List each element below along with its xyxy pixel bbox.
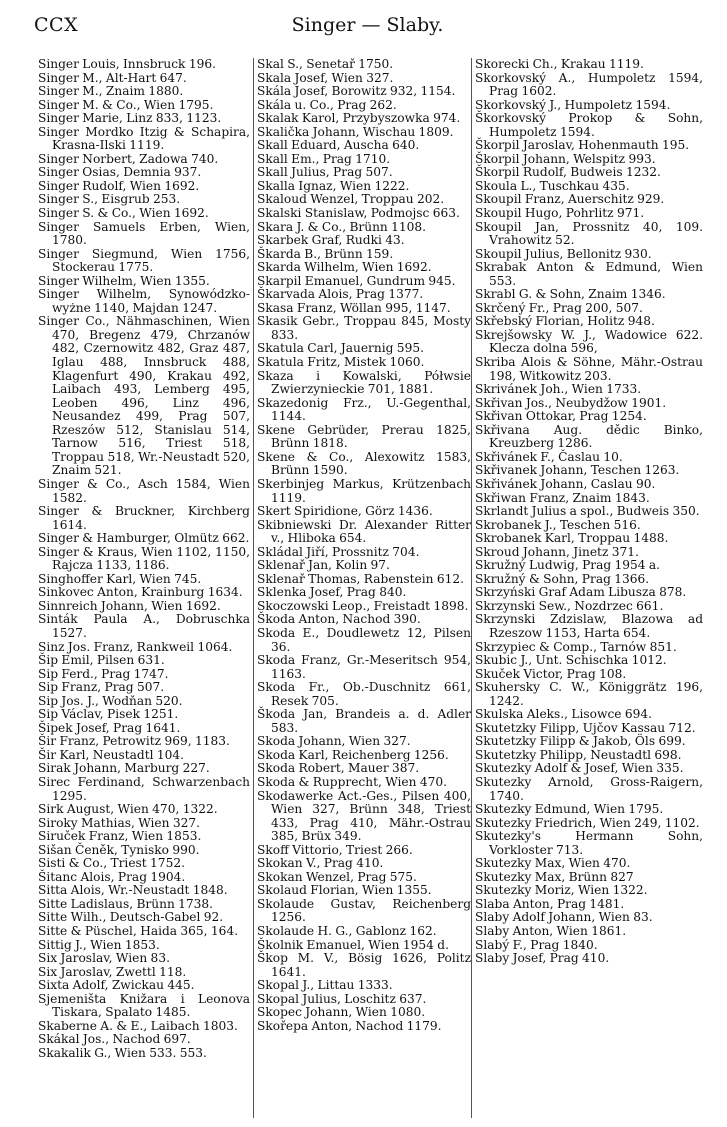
column-3 <box>471 58 703 1118</box>
directory-entry: Skoupil Julius, Bellonitz 930. <box>475 246 652 261</box>
directory-entry: Sjemeništa Knižara i Leonova Tiskara, Spalato 1485. <box>38 991 250 1020</box>
directory-entry: Škarvada Alois, Prag 1377. <box>257 287 424 302</box>
directory-entry: Skutezky Edmund, Wien 1795. <box>475 802 664 817</box>
directory-entry: Skoupil Franz, Auerschitz 929. <box>475 192 665 207</box>
directory-entry: Slabý F., Prag 1840. <box>475 937 598 952</box>
directory-entry: Skuhersky C. W., Königgrätz 196, 1242. <box>475 680 703 708</box>
directory-entry: Skopec Johann, Wien 1080. <box>257 1005 426 1020</box>
directory-entry: Skrlandt Julius a spol., Budweis 350. <box>475 504 700 519</box>
directory-entry: Sip Jos. J., Wodňan 520. <box>38 693 183 708</box>
directory-entry: Slaba Anton, Prag 1481. <box>475 896 625 911</box>
directory-entry: Škorpil Johann, Welspitz 993. <box>475 151 656 166</box>
directory-entry: Sitte & Püschel, Haida 365, 164. <box>38 924 239 938</box>
directory-entry: Sklenař Thomas, Rabenstein 612. <box>257 571 465 586</box>
directory-entry: Skutetzky Filipp, Ujčov Kassau 712. <box>475 720 696 735</box>
directory-entry: Skall Em., Prag 1710. <box>257 151 391 166</box>
directory-entry: Singer Wilhelm, Synowódzko-wyżne 1140, Majdan 1247. <box>38 287 250 315</box>
directory-entry: Skrčený Fr., Prag 200, 507. <box>475 300 643 315</box>
directory-entry: Singer M. & Co., Wien 1795. <box>38 97 214 112</box>
directory-entry: Sirak Johann, Marburg 227. <box>38 761 210 776</box>
directory-entry: Singer & Kraus, Wien 1102, 1150, Rajcza 1133, 1186. <box>38 544 250 573</box>
directory-entry: Skaberne A. & E., Laibach 1803. <box>38 1018 238 1033</box>
directory-entry: Skene Gebrüder, Prerau 1825, Brünn 1818. <box>257 422 471 451</box>
directory-entry: Skoda Robert, Mauer 387. <box>257 761 420 776</box>
directory-entry: Skolaud Florian, Wien 1355. <box>257 883 432 898</box>
directory-entry: Six Jaroslav, Wien 83. <box>38 951 170 966</box>
directory-entry: Sirk August, Wien 470, 1322. <box>38 802 218 817</box>
directory-entry: Skutezky Max, Brünn 827 <box>475 869 634 884</box>
directory-entry: Skaza i Kowalski, Półwsie Zwierzynieckie 701, 1881. <box>257 368 471 397</box>
directory-entry: Skrzynski Sew., Nozdrzec 661. <box>475 598 664 613</box>
directory-entry: Skasa Franz, Wöllan 995, 1147. <box>257 300 451 315</box>
directory-entry: Skřivan Ottokar, Prag 1254. <box>475 409 647 424</box>
directory-entry: Singer S. & Co., Wien 1692. <box>38 206 209 221</box>
directory-entry: Skalak Karol, Przybyszowka 974. <box>257 111 461 126</box>
directory-entry: Skoda Franz, Gr.-Meseritsch 954, 1163. <box>257 653 471 681</box>
directory-entry: Skřivana Aug. dědic Binko, Kreuzberg 1286. <box>475 422 703 451</box>
directory-entry: Skala Josef, Wien 327. <box>257 70 394 85</box>
directory-entry: Six Jaroslav, Zwettl 118. <box>38 964 187 979</box>
directory-entry: Skrejšowsky W. J., Wadowice 622. Klecza dolna 596, <box>475 327 703 356</box>
directory-entry: Skal S., Senetař 1750. <box>257 57 394 71</box>
directory-entry: Skroud Johann, Jinetz 371. <box>475 544 639 559</box>
directory-entry: Sip Ferd., Prag 1747. <box>38 666 169 681</box>
directory-entry: Skála Josef, Borowitz 932, 1154. <box>257 84 456 99</box>
directory-entry: Skuček Victor, Prag 108. <box>475 666 627 681</box>
directory-entry: Skorkovský J., Humpoletz 1594. <box>475 97 671 112</box>
directory-entry: Siruček Franz, Wien 1853. <box>38 829 202 844</box>
directory-entry: Skatula Fritz, Mistek 1060. <box>257 355 425 370</box>
directory-entry: Skrzynski Zdzislaw, Blazowa ad Rzeszow 1153, Harta 654. <box>475 612 703 640</box>
directory-entry: Šir Karl, Neustadtl 104. <box>38 747 185 762</box>
directory-entry: Skoda & Rupprecht, Wien 470. <box>257 774 448 789</box>
directory-entry: Skála u. Co., Prag 262. <box>257 97 397 112</box>
directory-entry: Škorpil Rudolf, Budweis 1232. <box>475 165 661 180</box>
directory-entry: Skládal Jiří, Prossnitz 704. <box>257 544 420 559</box>
directory-entry: Skákal Jos., Nachod 697. <box>38 1032 191 1047</box>
directory-entry: Šipek Josef, Prag 1641. <box>38 720 181 735</box>
directory-entry: Skořepa Anton, Nachod 1179. <box>257 1018 442 1033</box>
directory-entry: Singer Norbert, Zadowa 740. <box>38 151 219 166</box>
column-1 <box>38 58 250 1060</box>
directory-entry: Skopal Julius, Loschitz 637. <box>257 991 427 1006</box>
directory-entry: Skorecki Ch., Krakau 1119. <box>475 57 644 71</box>
directory-entry: Šir Franz, Petrowitz 969, 1183. <box>38 734 230 749</box>
directory-entry: Singer Osias, Demnia 937. <box>38 165 202 180</box>
directory-entry: Skutezky Arnold, Gross-Raigern, 1740. <box>475 774 703 803</box>
directory-entry: Skrivánek Joh., Wien 1733. <box>475 382 642 397</box>
directory-entry: Skutezky Moriz, Wien 1322. <box>475 883 648 898</box>
directory-entry: Šitanc Alois, Prag 1904. <box>38 869 186 884</box>
directory-entry: Skoda E., Doudlewetz 12, Pilsen 36. <box>257 625 471 654</box>
directory-entry: Singer Rudolf, Wien 1692. <box>38 178 200 193</box>
directory-entry: Skřebský Florian, Holitz 948. <box>475 314 655 329</box>
directory-entry: Skrzypiec & Comp., Tarnów 851. <box>475 639 677 654</box>
directory-entry: Skall Julius, Prag 507. <box>257 165 393 180</box>
page-number: CCX <box>34 14 79 36</box>
directory-entry: Skoupil Jan, Prossnitz 40, 109. Vrahowitz 52. <box>475 219 703 248</box>
directory-entry: Sitte Wilh., Deutsch-Gabel 92. <box>38 910 224 925</box>
directory-entry: Sixta Adolf, Zwickau 445. <box>38 978 195 993</box>
directory-entry: Singer Co., Nähmaschinen, Wien 470, Bregenz 479, Chrzanów 482, Czernowitz 482, Graz 487, Iglau 488, Innsbruck 488, Klagenfurt 490, Krakau 492, Laibach 493, Lemberg 495, Leoben 496, Linz 496, Neusandez 499, Prag 507, Rzeszów 512, Stanislau 514, Tarnow 516, Triest 518, Troppau 518, Wr.-Neustadt 520, Znaim 521. <box>38 314 250 478</box>
directory-entry: Skara J. & Co., Brünn 1108. <box>257 219 427 234</box>
directory-entry: Skoda Karl, Reichenberg 1256. <box>257 747 449 762</box>
directory-entry: Slaby Adolf Johann, Wien 83. <box>475 910 653 925</box>
directory-entry: Skutezky Max, Wien 470. <box>475 856 631 871</box>
directory-entry: Sirec Ferdinand, Schwarzenbach 1295. <box>38 774 250 803</box>
directory-entry: Sisti & Co., Triest 1752. <box>38 856 185 871</box>
directory-entry: Skřivanek Johann, Teschen 1263. <box>475 463 680 478</box>
directory-entry: Skriba Alois & Söhne, Mähr.-Ostrau 198, Witkowitz 203. <box>475 355 703 383</box>
directory-entry: Slaby Josef, Prag 410. <box>475 951 610 966</box>
directory-entry: Skrzyński Graf Adam Libusza 878. <box>475 585 687 600</box>
directory-entry: Singer Louis, Innsbruck 196. <box>38 57 216 71</box>
directory-entry: Skutezky's Hermann Sohn, Vorkloster 713. <box>475 829 703 857</box>
directory-entry: Sinták Paula A., Dobruschka 1527. <box>38 612 250 640</box>
directory-entry: Sklenař Jan, Kolin 97. <box>257 558 390 573</box>
directory-entry: Skarpil Emanuel, Gundrum 945. <box>257 273 456 288</box>
directory-entry: Skolaude Gustav, Reichenberg 1256. <box>257 896 471 925</box>
directory-entry: Skubic J., Unt. Schischka 1012. <box>475 653 667 668</box>
directory-entry: Singer & Hamburger, Olmütz 662. <box>38 531 250 546</box>
directory-entry: Siroky Mathias, Wien 327. <box>38 815 200 830</box>
directory-entry: Skatula Carl, Jauernig 595. <box>257 341 424 356</box>
directory-entry: Sinnreich Johann, Wien 1692. <box>38 598 221 613</box>
directory-entry: Skalla Ignaz, Wien 1222. <box>257 178 410 193</box>
directory-entry: Skoczowski Leop., Freistadt 1898. <box>257 598 469 613</box>
directory-entry: Sitta Alois, Wr.-Neustadt 1848. <box>38 883 228 898</box>
directory-entry: Škorkovský Prokop & Sohn, Humpoletz 1594. <box>475 111 703 139</box>
page-header <box>34 14 701 42</box>
directory-entry: Slaby Anton, Wien 1861. <box>475 924 627 938</box>
directory-entry: Singer M., Alt-Hart 647. <box>38 70 187 85</box>
directory-entry: Skibniewski Dr. Alexander Ritter v., Hliboka 654. <box>257 517 471 546</box>
directory-entry: Skutetzky Filipp & Jakob, Öls 699. <box>475 734 686 749</box>
directory-entry: Skoda Johann, Wien 327. <box>257 734 411 749</box>
directory-entry: Skřiwan Franz, Znaim 1843. <box>475 490 650 505</box>
directory-entry: Skerbinjeg Markus, Krützenbach 1119. <box>257 476 471 505</box>
directory-entry: Singer Samuels Erben, Wien, 1780. <box>38 219 250 248</box>
directory-entry: Skakalik G., Wien 533. 553. <box>38 1045 207 1060</box>
directory-entry: Skoula L., Tuschkau 435. <box>475 178 630 193</box>
directory-entry: Skene & Co., Alexowitz 1583, Brünn 1590. <box>257 449 471 478</box>
directory-entry: Školnik Emanuel, Wien 1954 d. <box>257 937 449 952</box>
directory-entry: Skolaude H. G., Gablonz 162. <box>257 924 437 938</box>
directory-entry: Sinz Jos. Franz, Rankweil 1064. <box>38 639 233 654</box>
directory-entry: Skřivan Jos., Neubydžow 1901. <box>475 395 667 410</box>
directory-entry: Skodawerke Act.-Ges., Pilsen 400, Wien 327, Brünn 348, Triest 433, Prag 410, Mähr.-Ostrau 385, Brüx 349. <box>257 788 471 844</box>
directory-entry: Singer S., Eisgrub 253. <box>38 192 181 207</box>
directory-entry: Skazedonig Frz., U.-Gegenthal, 1144. <box>257 395 471 424</box>
directory-entry: Skaloud Wenzel, Troppau 202. <box>257 192 445 207</box>
directory-entry: Skasik Gebr., Troppau 845, Mosty 833. <box>257 314 471 342</box>
directory-entry: Skalička Johann, Wischau 1809. <box>257 124 454 139</box>
directory-entry: Skrobanek J., Teschen 516. <box>475 517 641 532</box>
directory-entry: Skarbek Graf, Rudki 43. <box>257 233 405 248</box>
directory-entry: Skružný & Sohn, Prag 1366. <box>475 571 650 586</box>
directory-entry: Sip Václav, Pisek 1251. <box>38 707 179 722</box>
directory-entry: Skutezky Adolf & Josef, Wien 335. <box>475 761 684 776</box>
directory-entry: Skarda Wilhelm, Wien 1692. <box>257 260 432 275</box>
directory-entry: Skrabl G. & Sohn, Znaim 1346. <box>475 287 666 302</box>
directory-entry: Skutetzky Philipp, Neustadtl 698. <box>475 747 682 762</box>
directory-entry: Singer & Co., Asch 1584, Wien 1582. <box>38 476 250 505</box>
directory-entry: Skrobanek Karl, Troppau 1488. <box>475 531 669 546</box>
directory-entry: Skřivánek Johann, Caslau 90. <box>475 476 656 491</box>
directory-entry: Skorkovský A., Humpoletz 1594, Prag 1602. <box>475 70 703 99</box>
directory-entry: Skokan V., Prag 410. <box>257 856 384 871</box>
directory-entry: Skoupil Hugo, Pohrlitz 971. <box>475 206 645 221</box>
directory-entry: Sišan Čeněk, Tynisko 990. <box>38 842 200 857</box>
directory-entry: Skrabak Anton & Edmund, Wien 553. <box>475 260 703 288</box>
directory-entry: Škoda Jan, Brandeis a. d. Adler 583. <box>257 707 471 735</box>
directory-entry: Skutezky Friedrich, Wien 249, 1102. <box>475 815 700 830</box>
directory-entry: Singer Siegmund, Wien 1756, Stockerau 1775. <box>38 246 250 275</box>
directory-entry: Skoda Fr., Ob.-Duschnitz 661, Resek 705. <box>257 680 471 708</box>
directory-entry: Sip Franz, Prag 507. <box>38 680 165 695</box>
directory-entry: Skulska Aleks., Lisowce 694. <box>475 707 652 722</box>
directory-entry: Škop M. V., Bösig 1626, Politz 1641. <box>257 951 471 979</box>
directory-entry: Škoda Anton, Nachod 390. <box>257 612 421 627</box>
directory-entry: Šip Emil, Pilsen 631. <box>38 653 165 668</box>
running-title: Singer — Slaby. <box>291 14 444 36</box>
directory-entry: Škarda B., Brünn 159. <box>257 246 394 261</box>
directory-entry: Sitte Ladislaus, Brünn 1738. <box>38 896 214 911</box>
directory-entry: Skoff Vittorio, Triest 266. <box>257 842 413 857</box>
directory-entry: Skřivánek F., Časlau 10. <box>475 449 623 464</box>
directory-entry: Skert Spiridione, Görz 1436. <box>257 504 433 519</box>
directory-entry: Sittig J., Wien 1853. <box>38 937 160 952</box>
directory-entry: Skokan Wenzel, Prag 575. <box>257 869 417 884</box>
directory-entry: Škorpil Jaroslav, Hohenmauth 195. <box>475 138 690 153</box>
directory-entry: Sinkovec Anton, Krainburg 1634. <box>38 585 243 600</box>
column-2 <box>253 58 471 1118</box>
directory-entry: Skall Eduard, Auscha 640. <box>257 138 420 153</box>
directory-entry: Singer Wilhelm, Wien 1355. <box>38 273 210 288</box>
directory-entry: Singhoffer Karl, Wien 745. <box>38 571 202 586</box>
directory-entry: Singer Marie, Linz 833, 1123. <box>38 111 222 126</box>
directory-entry: Singer M., Znaim 1880. <box>38 84 184 99</box>
directory-entry: Singer Mordko Itzig & Schapira, Krasna-Ilski 1119. <box>38 124 250 153</box>
directory-entry: Skružný Ludwig, Prag 1954 a. <box>475 558 661 573</box>
directory-entry: Singer & Bruckner, Kirchberg 1614. <box>38 504 250 532</box>
directory-entry: Sklenka Josef, Prag 840. <box>257 585 407 600</box>
directory-entry: Skalski Stanislaw, Podmojsc 663. <box>257 206 460 221</box>
directory-entry: Skopal J., Littau 1333. <box>257 978 393 993</box>
